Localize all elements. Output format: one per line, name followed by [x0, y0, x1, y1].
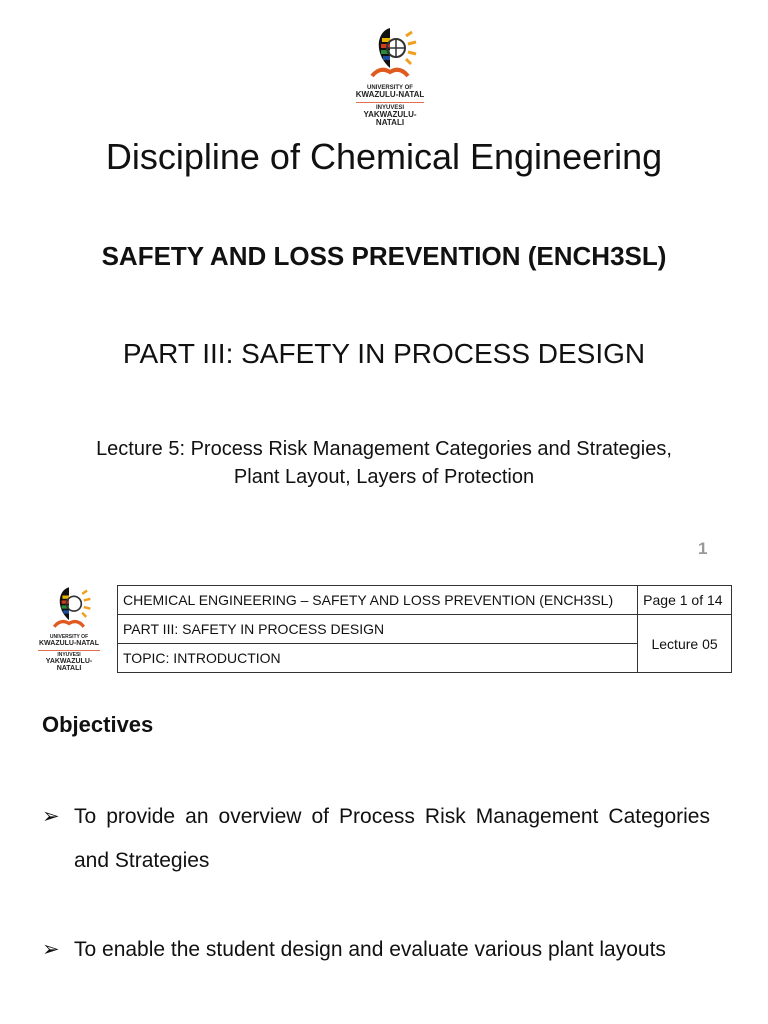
- cover-title: Discipline of Chemical Engineering: [105, 136, 663, 177]
- logo-text-1: UNIVERSITY OF: [49, 634, 89, 640]
- part-title: PART III: SAFETY IN PROCESS DESIGN: [122, 338, 646, 369]
- arrow-bullet-icon: ➢: [42, 805, 60, 828]
- objective-item: [42, 795, 710, 883]
- header-page: Page 1 of 14: [638, 586, 732, 615]
- university-logo: [352, 24, 428, 128]
- logo-text-1: UNIVERSITY OF: [367, 85, 413, 91]
- logo-text-2: KWAZULU-NATAL: [355, 90, 425, 100]
- header-topic: TOPIC: INTRODUCTION: [118, 644, 638, 673]
- objective-item: [42, 928, 710, 972]
- logo-text-4: YAKWAZULU-NATALI: [363, 109, 417, 128]
- page-number: 1: [698, 539, 708, 558]
- logo-text-3: INYUVESI: [375, 104, 404, 111]
- course-title: SAFETY AND LOSS PREVENTION (ENCH3SL): [101, 241, 667, 271]
- objective-text: To enable the student design and evaluate various plant layouts: [74, 938, 666, 961]
- lecture-title-line1: Lecture 5: Process Risk Management Categories and Strategies,: [96, 438, 672, 460]
- objective-text: To provide an overview of Process Risk Management Categories and Strategies: [74, 805, 710, 872]
- objectives-heading: Objectives: [42, 712, 154, 737]
- logo-text-3: INYUVESI: [57, 651, 81, 658]
- shield-emblem-icon: [36, 584, 102, 630]
- logo-text-4: YAKWAZULU-NATALI: [45, 657, 93, 673]
- university-logo-small: [36, 584, 102, 673]
- header-part: PART III: SAFETY IN PROCESS DESIGN: [118, 615, 638, 644]
- header-table: [117, 585, 732, 673]
- header-lecture: Lecture 05: [638, 615, 732, 673]
- header-course: CHEMICAL ENGINEERING – SAFETY AND LOSS PREVENTION (ENCH3SL): [118, 586, 638, 615]
- logo-text-2: KWAZULU-NATAL: [38, 640, 99, 648]
- shield-emblem-icon: [352, 24, 428, 80]
- arrow-bullet-icon: ➢: [42, 938, 60, 961]
- lecture-title-line2: Plant Layout, Layers of Protection: [233, 466, 535, 488]
